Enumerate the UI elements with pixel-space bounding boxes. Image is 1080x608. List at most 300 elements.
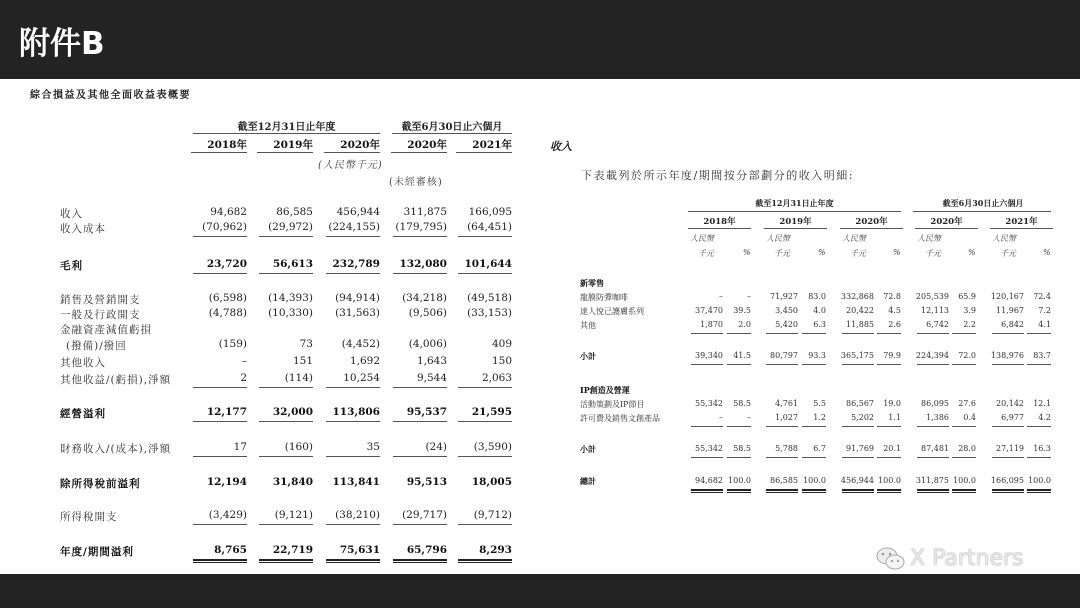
unit-label: 千元 [1000,249,1016,258]
table-cell: 23,720 [206,258,247,270]
table-cell: 2.2 [963,320,976,329]
divider [326,456,380,457]
divider [326,524,380,525]
table-cell: (10,330) [268,307,313,319]
table-cell: 86,585 [276,206,313,218]
percent-label: % [818,248,826,257]
table-cell: (4,788) [208,307,247,319]
currency-label: 人民幣 [992,234,1016,243]
divider [952,333,976,334]
row-label: 毛利 [60,260,83,272]
row-label: 其他收入 [60,357,106,369]
divider [802,364,826,365]
table-cell: 6,742 [926,320,949,329]
table-cell: (49,518) [467,292,512,304]
table-cell: (114) [284,372,313,384]
table-cell: 65,796 [406,544,447,556]
divider [259,421,313,422]
table-cell: – [719,292,723,301]
divider [727,457,751,458]
table-cell: (94,914) [335,292,380,304]
divider [917,364,949,365]
double-divider [992,489,1024,493]
table-cell: 5.5 [813,399,826,408]
table-cell: 86,095 [921,399,949,408]
table-cell: (33,153) [467,307,512,319]
table-cell: 86,585 [770,476,798,485]
table-cell: (31,563) [335,307,380,319]
divider [877,457,901,458]
table-cell: 12,177 [206,406,247,418]
table-cell: 151 [292,355,313,367]
divider [877,333,901,334]
table-cell: 72.4 [1033,292,1051,301]
table-cell: 72.0 [958,351,976,360]
double-divider [952,489,976,493]
table-cell: 27.6 [958,399,976,408]
divider [842,426,874,427]
table-cell: 95,513 [406,476,447,488]
table-cell: 456,944 [336,206,380,218]
table-cell: (4,006) [408,338,447,350]
table-cell: 1,692 [349,355,380,367]
divider [259,236,313,237]
group-header: 截至12月31日止年度 [755,198,834,208]
divider [1027,426,1051,427]
double-divider [691,489,723,493]
divider [840,228,903,229]
table-cell: 55,342 [695,399,723,408]
table-cell: 5,788 [775,444,798,453]
table-cell: 2.6 [888,320,901,329]
divider [458,236,512,237]
divider [458,387,512,388]
divider [458,421,512,422]
table-cell: 1,870 [700,320,723,329]
table-cell: 100.0 [878,476,901,485]
divider [952,426,976,427]
table-cell: 71,927 [770,292,798,301]
table-cell: 205,539 [915,292,949,301]
table-cell: 365,175 [840,351,874,360]
divider [193,133,380,134]
double-divider [393,559,447,563]
table-cell: 0.4 [963,413,976,422]
wechat-icon [876,547,906,571]
table-cell: 1,027 [775,413,798,422]
row-label: 金融資產減值虧損 [60,324,152,336]
table-cell: 56,613 [272,258,313,270]
table-cell: – [747,292,751,301]
divider [877,364,901,365]
table-cell: 1.1 [888,413,901,422]
table-cell: 1,386 [926,413,949,422]
divider [990,228,1053,229]
table-cell: 20,142 [996,399,1024,408]
divider [952,457,976,458]
table-cell: (24) [425,441,447,453]
double-divider [193,559,247,563]
table-cell: 4,761 [775,399,798,408]
table-cell: (38,210) [335,509,380,521]
table-cell: 100.0 [803,476,826,485]
year-header: 2021年 [472,139,512,151]
double-divider [802,489,826,493]
table-cell: 94,682 [210,206,247,218]
table-cell: 100.0 [728,476,751,485]
divider [458,273,512,274]
divider [393,524,447,525]
table-cell: (9,121) [274,509,313,521]
table-cell: – [719,413,723,422]
divider [393,273,447,274]
row-label: 財務收入/(成本),淨額 [60,443,172,455]
currency-label: 人民幣 [842,234,866,243]
table-cell: (9,712) [473,509,512,521]
page-title: 附件B [19,26,105,62]
table-cell: 100.0 [1028,476,1051,485]
group-header: 截至6月30日止六個月 [942,198,1024,208]
table-cell: 58.5 [733,444,751,453]
table-cell: (4,452) [341,338,380,350]
divider [326,273,380,274]
table-cell: (29,717) [402,509,447,521]
row-label: 收入 [60,208,83,220]
table-cell: 409 [491,338,512,350]
divider [992,426,1024,427]
divider [259,524,313,525]
table-cell: 4.5 [888,306,901,315]
table-cell: 120,167 [990,292,1024,301]
document-title: 綜合損益及其他全面收益表概要 [30,90,191,101]
currency-label: 人民幣 [690,234,714,243]
divider [688,228,751,229]
row-label: 年度/期間溢利 [60,546,134,558]
row-label: 經營溢利 [60,408,106,420]
percent-label: % [893,248,901,257]
row-label: 除所得稅前溢利 [60,478,141,490]
divider [688,211,901,212]
table-cell: 22,719 [272,544,313,556]
table-cell: 232,789 [332,258,380,270]
table-cell: 2.0 [738,320,751,329]
table-cell: 32,000 [272,406,313,418]
table-cell: (224,155) [328,221,380,233]
table-cell: (6,598) [208,292,247,304]
table-cell: – [747,413,751,422]
revenue-intro: 下表載列於所示年度/期間按分部劃分的收入明細: [581,169,854,182]
table-cell: 39,340 [695,351,723,360]
divider [766,364,798,365]
divider [727,364,751,365]
table-cell: 6,842 [1001,320,1024,329]
row-label: 所得稅開支 [60,511,118,523]
table-cell: 113,806 [332,406,380,418]
row-label: 一般及行政開支 [60,309,141,321]
divider [802,333,826,334]
row-label: 小計 [580,444,596,454]
table-cell: 311,875 [403,206,447,218]
divider [766,457,798,458]
divider [842,333,874,334]
divider [191,152,247,153]
table-cell: 11,967 [996,306,1024,315]
table-cell: 35 [366,441,380,453]
divider [456,152,512,153]
table-cell: 87,481 [921,444,949,453]
table-cell: 28.0 [958,444,976,453]
table-cell: 65.9 [958,292,976,301]
divider [917,426,949,427]
table-cell: (160) [284,441,313,453]
divider [193,387,247,388]
table-cell: 1.2 [813,413,826,422]
table-cell: (3,590) [473,441,512,453]
row-label: 其他收益/(虧損),淨額 [60,374,172,386]
year-header: 2021年 [1005,217,1038,227]
table-cell: 113,841 [332,476,380,488]
year-header: 2020年 [340,139,380,151]
double-divider [766,489,798,493]
percent-label: % [1043,248,1051,257]
table-cell: 6,977 [1001,413,1024,422]
revenue-heading: 收入 [550,140,572,153]
table-cell: 1,643 [416,355,447,367]
table-cell: 19.0 [883,399,901,408]
table-cell: 31,840 [272,476,313,488]
table-cell: 166,095 [468,206,512,218]
currency-label: 人民幣 [766,234,790,243]
table-cell: 10,254 [343,372,380,384]
divider [259,273,313,274]
table-cell: 3,450 [775,306,798,315]
table-cell: 27,119 [996,444,1024,453]
year-header: 2018年 [207,139,247,151]
table-cell: (14,393) [268,292,313,304]
divider [691,426,723,427]
year-header: 2019年 [273,139,313,151]
table-cell: 17 [233,441,247,453]
table-cell: 3.9 [963,306,976,315]
divider [802,457,826,458]
divider [802,426,826,427]
table-cell: 41.5 [733,351,751,360]
table-cell: 58.5 [733,399,751,408]
percent-label: % [968,248,976,257]
year-header: 2020年 [855,217,888,227]
table-cell: 6.3 [813,320,826,329]
double-divider [326,559,380,563]
divider [193,421,247,422]
table-cell: 91,769 [846,444,874,453]
divider [393,421,447,422]
table-cell: 37,470 [695,306,723,315]
double-divider [877,489,901,493]
divider [393,236,447,237]
table-cell: 73 [299,338,313,350]
row-label: (撥備)/撥回 [66,340,127,352]
double-divider [842,489,874,493]
divider [766,426,798,427]
divider [458,524,512,525]
row-label: 龍膜防彈咖啡 [580,293,628,302]
divider [259,456,313,457]
unit-label: 千元 [925,249,941,258]
table-cell: (34,218) [402,292,447,304]
table-cell: 83.0 [808,292,826,301]
divider [691,333,723,334]
table-cell: 456,944 [840,476,874,485]
divider [193,236,247,237]
table-cell: 83.7 [1033,351,1051,360]
row-label: 許可費及銷售文創產品 [580,414,660,423]
divider [842,364,874,365]
divider [326,387,380,388]
table-cell: 21,595 [471,406,512,418]
divider [992,333,1024,334]
divider [992,457,1024,458]
table-cell: 2 [240,372,247,384]
table-cell: 150 [491,355,512,367]
table-cell: 12,113 [921,306,949,315]
divider [913,211,1051,212]
divider [727,426,751,427]
unit-label: (人民幣千元) [318,160,383,171]
table-cell: 9,544 [416,372,447,384]
row-label: 其他 [580,321,596,330]
divider [393,456,447,457]
double-divider [1027,489,1051,493]
divider [458,456,512,457]
divider [326,236,380,237]
row-label: IP創造及營運 [580,385,630,395]
table-cell: 80,797 [770,351,798,360]
row-label: 總計 [580,476,596,486]
table-cell: (159) [218,338,247,350]
divider [391,152,447,153]
table-cell: 138,976 [990,351,1024,360]
divider [324,152,380,153]
double-divider [917,489,949,493]
table-cell: (9,506) [408,307,447,319]
double-divider [259,559,313,563]
divider [193,524,247,525]
row-label: 達人悅己護膚系列 [580,307,644,316]
table-cell: – [241,355,247,367]
percent-label: % [743,248,751,257]
table-cell: 332,868 [840,292,874,301]
table-cell: 224,394 [915,351,949,360]
table-cell: 39.5 [733,306,751,315]
table-cell: 93.3 [808,351,826,360]
divider [877,426,901,427]
table-cell: 311,875 [915,476,949,485]
row-label: 收入成本 [60,223,106,235]
table-cell: 7.2 [1038,306,1051,315]
divider [992,364,1024,365]
divider [392,133,512,134]
divider [393,387,447,388]
watermark-text: X Partners [910,546,1024,571]
table-cell: 86,567 [846,399,874,408]
unit-label: 千元 [850,249,866,258]
table-cell: 94,682 [695,476,723,485]
divider [842,457,874,458]
currency-label: 人民幣 [917,234,941,243]
table-cell: 166,095 [990,476,1024,485]
divider [1027,364,1051,365]
year-header: 2020年 [930,217,963,227]
row-label: 小計 [580,351,596,361]
divider [727,333,751,334]
table-cell: 11,885 [846,320,874,329]
table-cell: 5,202 [851,413,874,422]
row-label: 活動策劃及IP節目 [580,400,645,409]
table-cell: 12.1 [1033,399,1051,408]
group-header: 截至12月31日止年度 [237,122,336,133]
unaudited-label: (未經審核) [389,177,443,188]
row-label: 銷售及營銷開支 [60,294,141,306]
table-cell: 6.7 [813,444,826,453]
divider [1027,333,1051,334]
table-cell: (64,451) [467,221,512,233]
table-cell: 100.0 [953,476,976,485]
year-header: 2020年 [407,139,447,151]
divider [952,364,976,365]
divider [326,421,380,422]
table-cell: 132,080 [399,258,447,270]
year-header: 2019年 [779,217,812,227]
header-bar [0,0,1080,79]
unit-label: 千元 [698,249,714,258]
divider [917,333,949,334]
table-cell: 5,420 [775,320,798,329]
divider [1027,457,1051,458]
table-cell: 2,063 [481,372,512,384]
table-cell: 101,644 [464,258,512,270]
watermark [876,546,1023,571]
double-divider [727,489,751,493]
table-cell: 72.8 [883,292,901,301]
table-cell: 4.0 [813,306,826,315]
divider [917,457,949,458]
table-cell: 8,765 [214,544,247,556]
table-cell: 12,194 [206,476,247,488]
table-cell: (29,972) [268,221,313,233]
divider [193,273,247,274]
table-cell: (179,795) [395,221,447,233]
group-header: 截至6月30日止六個月 [401,122,503,133]
row-label: 新零售 [580,278,604,288]
table-cell: 4.1 [1038,320,1051,329]
divider [257,152,313,153]
divider [691,364,723,365]
table-cell: 75,631 [339,544,380,556]
divider [193,456,247,457]
table-cell: 20,422 [846,306,874,315]
table-cell: (3,429) [208,509,247,521]
table-cell: 16.3 [1033,444,1051,453]
table-cell: 95,537 [406,406,447,418]
divider [764,228,827,229]
table-cell: 18,005 [471,476,512,488]
table-cell: (70,962) [202,221,247,233]
divider [766,333,798,334]
table-cell: 4.2 [1038,413,1051,422]
table-cell: 79.9 [883,351,901,360]
table-cell: 20.1 [883,444,901,453]
divider [691,457,723,458]
